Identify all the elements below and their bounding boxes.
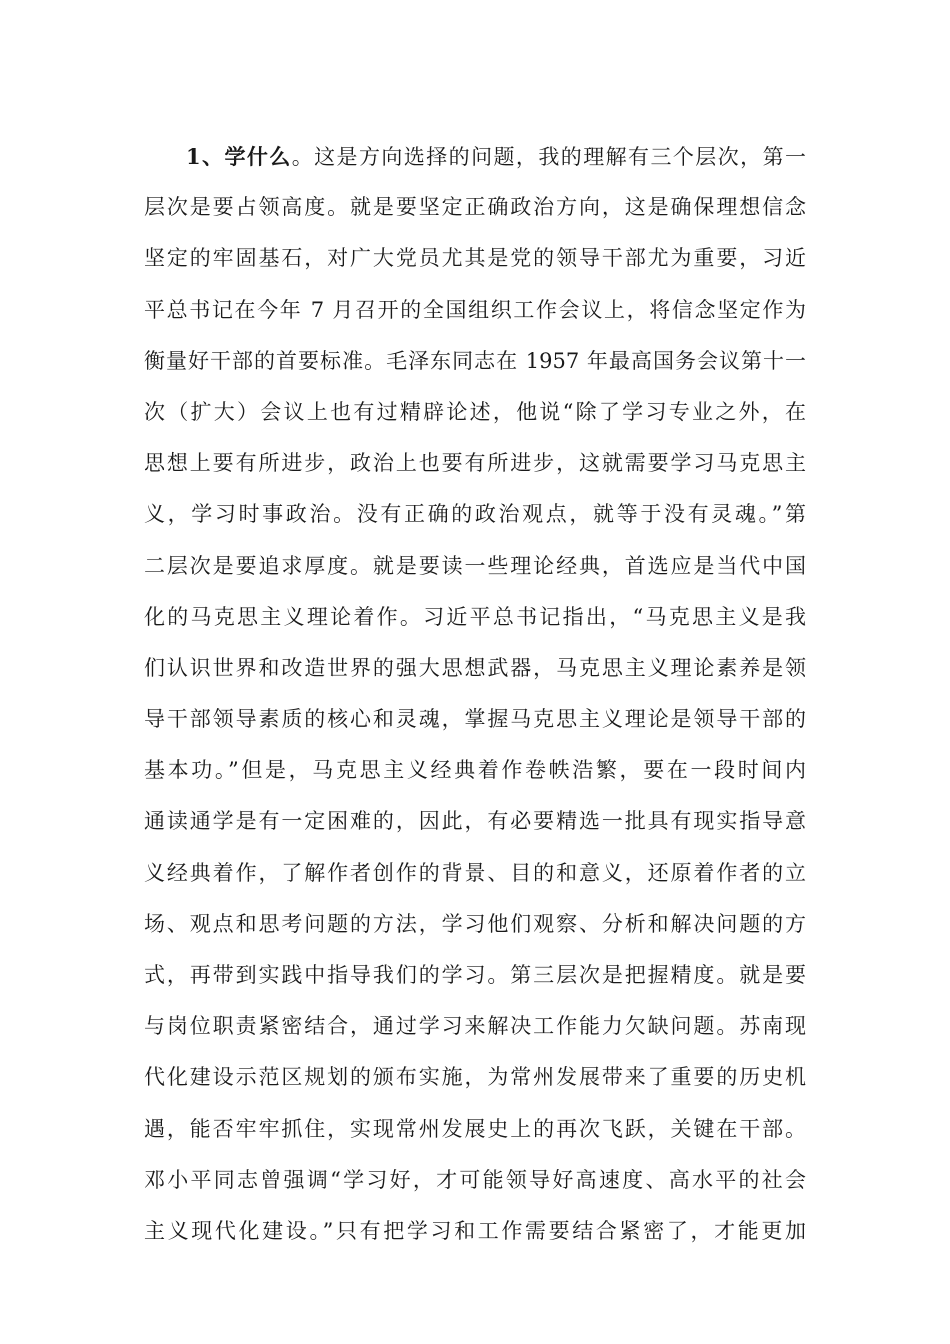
text-line: 坚定的牢固基石，对广大党员尤其是党的领导干部尤为重要，习近 [144, 246, 806, 271]
body-paragraph [144, 131, 806, 1257]
text-line: 平总书记在今年 7 月召开的全国组织工作会议上，将信念坚定作为 [144, 297, 806, 322]
text-line: 基本功。”但是，马克思主义经典着作卷帙浩繁，要在一段时间内 [144, 758, 806, 783]
text-line: 化的马克思主义理论着作。习近平总书记指出，“马克思主义是我 [144, 604, 806, 629]
text-line: 场、观点和思考问题的方法，学习他们观察、分析和解决问题的方 [144, 911, 806, 936]
text-line: 导干部领导素质的核心和灵魂，掌握马克思主义理论是领导干部的 [144, 707, 806, 732]
text-line: 主义现代化建设。”只有把学习和工作需要结合紧密了，才能更加 [144, 1218, 806, 1243]
text-line: 们认识世界和改造世界的强大思想武器，马克思主义理论素养是领 [144, 655, 806, 680]
text-line [144, 131, 806, 182]
text-line: 式，再带到实践中指导我们的学习。第三层次是把握精度。就是要 [144, 963, 806, 987]
text-line: 思想上要有所进步，政治上也要有所进步，这就需要学习马克思主 [144, 451, 806, 476]
text-line: 代化建设示范区规划的颁布实施，为常州发展带来了重要的历史机 [144, 1065, 806, 1090]
text-line: 遇，能否牢牢抓住，实现常州发展史上的再次飞跃，关键在干部。 [144, 1116, 806, 1141]
text-line: 通读通学是有一定困难的，因此，有必要精选一批具有现实指导意 [144, 809, 806, 834]
section-heading: 1、学什么 [186, 144, 292, 169]
text-line: 义经典着作，了解作者创作的背景、目的和意义，还原着作者的立 [144, 860, 806, 885]
text-line: 与岗位职责紧密结合，通过学习来解决工作能力欠缺问题。苏南现 [144, 1014, 806, 1039]
text-line: 邓小平同志曾强调“学习好，才可能领导好高速度、高水平的社会 [144, 1167, 806, 1192]
text-line: 二层次是要追求厚度。就是要读一些理论经典，首选应是当代中国 [144, 553, 806, 578]
text-line: 义，学习时事政治。没有正确的政治观点，就等于没有灵魂。”第 [144, 502, 806, 527]
text-line: 次（扩大）会议上也有过精辟论述，他说“除了学习专业之外，在 [144, 399, 806, 424]
text-line: 层次是要占领高度。就是要坚定正确政治方向，这是确保理想信念 [144, 195, 806, 220]
text-line: 衡量好干部的首要标准。毛泽东同志在 1957 年最高国务会议第十一 [144, 348, 806, 373]
heading-continuation: 。这是方向选择的问题，我的理解有三个层次，第一 [291, 145, 806, 169]
